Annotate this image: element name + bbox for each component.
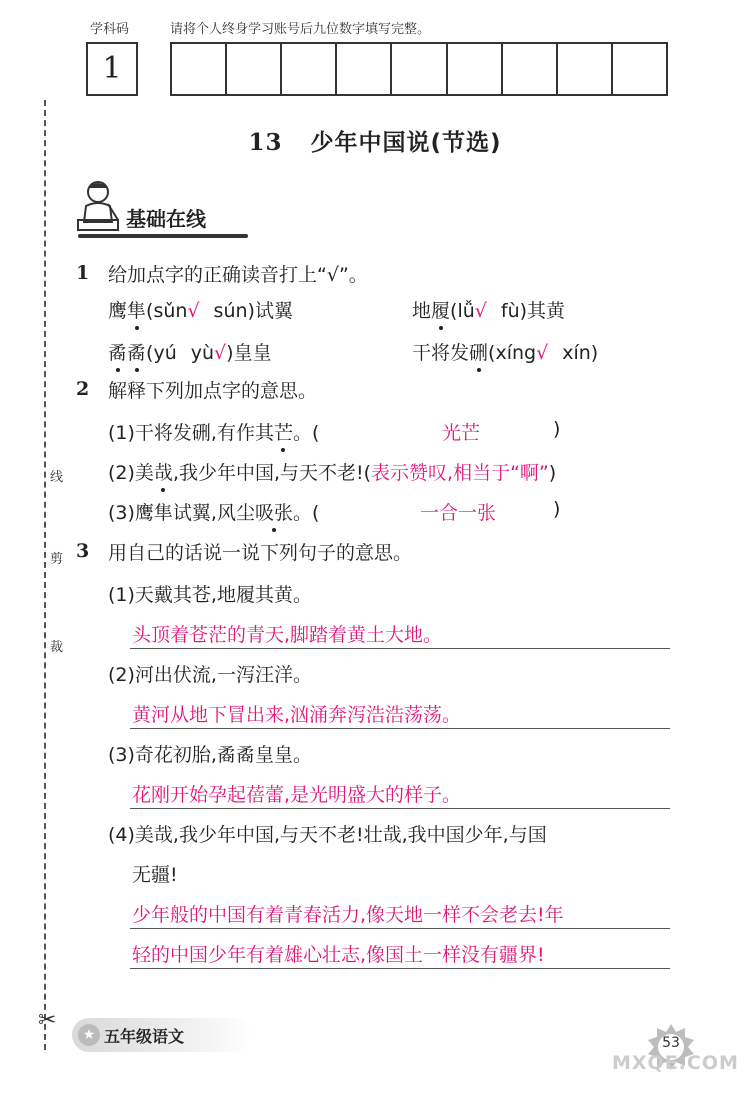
- q2-answer-3[interactable]: 一合一张: [420, 502, 497, 524]
- subject-code-label: 学科码: [90, 22, 130, 37]
- cut-dashed-line: [44, 100, 46, 1050]
- pinyin-option[interactable]: lǚ: [457, 300, 475, 322]
- pinyin-option[interactable]: xín: [562, 342, 591, 364]
- q1-text: 干将发: [412, 342, 470, 364]
- q3-sentence-4-line2: 无疆!: [132, 864, 178, 886]
- cut-char-xian: 线: [50, 470, 64, 485]
- tick-mark: √: [187, 300, 200, 322]
- answer-line: [130, 728, 670, 729]
- tick-mark: √: [536, 342, 549, 364]
- q2-text: 。(: [292, 422, 320, 444]
- dotted-char: 硎: [469, 342, 489, 364]
- q2-text: (2)美: [108, 462, 154, 484]
- paren-close: ): [553, 418, 561, 440]
- q1-item-a2: [412, 296, 565, 323]
- section-title: 基础在线: [126, 207, 206, 231]
- scissors-icon: ✂: [38, 1008, 57, 1033]
- paren-close: ): [553, 498, 561, 520]
- q2-text: (1)干将发硎,有作其: [108, 422, 274, 444]
- dotted-char: 矞: [127, 342, 147, 364]
- tick-mark: √: [214, 342, 227, 364]
- q3-sentence-4-line1: (4)美哉,我少年中国,与天不老!壮哉,我中国少年,与国: [108, 824, 547, 846]
- q1-text: 试翼: [254, 300, 293, 322]
- q1-text: 皇皇: [233, 342, 272, 364]
- q3-sentence-3: (3)奇花初胎,矞矞皇皇。: [108, 744, 312, 766]
- answer-line: [130, 968, 670, 969]
- paren: (: [146, 300, 154, 322]
- lesson-title: [0, 124, 750, 157]
- cut-char-jian: 剪: [50, 552, 64, 567]
- digit-cell[interactable]: [558, 44, 613, 94]
- dotted-char: 履: [431, 300, 451, 322]
- q1-text: 地: [412, 300, 432, 322]
- q1-prompt: [108, 260, 368, 287]
- answer-line: [130, 808, 670, 809]
- dotted-char: 矞: [108, 342, 128, 364]
- q1-item-b2: [412, 338, 598, 365]
- q1-prompt-post: ”。: [338, 264, 368, 286]
- account-digit-grid[interactable]: [170, 42, 668, 96]
- q3-number: 3: [76, 540, 90, 562]
- q3-answer-3[interactable]: 花刚开始孕起蓓蕾,是光明盛大的样子。: [132, 784, 462, 806]
- cut-char-cai: 裁: [50, 640, 64, 655]
- answer-line: [130, 648, 670, 649]
- q3-answer-1[interactable]: 头顶着苍茫的青天,脚踏着黄土大地。: [132, 624, 443, 646]
- page-number: 53: [662, 1035, 680, 1051]
- star-icon: ★: [78, 1024, 100, 1046]
- account-instruction: 请将个人终身学习账号后九位数字填写完整。: [170, 22, 431, 37]
- q1-number: 1: [76, 262, 90, 284]
- q2-number: 2: [76, 378, 90, 400]
- q3-sentence-1: (1)天戴其苍,地履其黄。: [108, 584, 312, 606]
- tick-mark: √: [474, 300, 487, 322]
- dotted-char: 哉: [153, 462, 173, 484]
- check-mark: √: [326, 264, 339, 286]
- pinyin-option[interactable]: yú: [153, 342, 177, 364]
- q2-item-1: [108, 418, 568, 445]
- q2-item-2: [108, 458, 556, 485]
- digit-cell[interactable]: [613, 44, 666, 94]
- q1-item-a1: [108, 296, 293, 323]
- paren: (: [450, 300, 458, 322]
- pinyin-option[interactable]: yù: [190, 342, 215, 364]
- paren: ): [519, 300, 528, 322]
- paren: ): [247, 300, 255, 322]
- q2-prompt: 解释下列加点字的意思。: [108, 380, 318, 402]
- digit-cell[interactable]: [503, 44, 558, 94]
- section-underline: [78, 234, 248, 238]
- lesson-number: 13: [248, 129, 283, 156]
- dotted-char: 吸张: [254, 502, 293, 524]
- q1-text: 其黄: [527, 300, 566, 322]
- q3-answer-2[interactable]: 黄河从地下冒出来,汹涌奔泻浩浩荡荡。: [132, 704, 462, 726]
- paren: ): [226, 342, 234, 364]
- digit-cell[interactable]: [448, 44, 503, 94]
- q1-text: 鹰: [108, 300, 128, 322]
- q2-item-3: [108, 498, 319, 525]
- q1-item-b1: [108, 338, 272, 365]
- paren: (: [488, 342, 496, 364]
- digit-cell[interactable]: [227, 44, 282, 94]
- paren: ): [590, 342, 599, 364]
- pinyin-option[interactable]: fù: [500, 300, 520, 322]
- q2-text: ,我少年中国,与天不老!(: [172, 462, 372, 484]
- q2-answer-1[interactable]: 光芒: [442, 422, 481, 444]
- footer-grade-label: 五年级语文: [104, 1027, 185, 1046]
- q2-text: (3)鹰隼试翼,风尘: [108, 502, 255, 524]
- subject-code-box: 1: [86, 42, 138, 96]
- pinyin-option[interactable]: sǔn: [153, 300, 188, 322]
- digit-cell[interactable]: [392, 44, 447, 94]
- q2-text: 。(: [292, 502, 320, 524]
- pinyin-option[interactable]: sún: [213, 300, 248, 322]
- pinyin-option[interactable]: xíng: [495, 342, 537, 364]
- q1-prompt-pre: 给加点字的正确读音打上“: [108, 264, 327, 286]
- answer-line: [130, 928, 670, 929]
- q3-sentence-2: (2)河出伏流,一泻汪洋。: [108, 664, 312, 686]
- q2-answer-2[interactable]: 表示赞叹,相当于“啊”: [371, 462, 549, 484]
- q3-prompt: 用自己的话说一说下列句子的意思。: [108, 542, 413, 564]
- digit-cell[interactable]: [282, 44, 337, 94]
- digit-cell[interactable]: [337, 44, 392, 94]
- paren: (: [146, 342, 154, 364]
- site-watermark: MXQE.COM: [612, 1052, 739, 1074]
- paren-close: ): [548, 462, 557, 484]
- digit-cell[interactable]: [172, 44, 227, 94]
- dotted-char: 隼: [127, 300, 147, 322]
- student-writing-icon: [72, 176, 124, 236]
- q3-answer-4-line1[interactable]: 少年般的中国有着青春活力,像天地一样不会老去!年: [132, 904, 564, 926]
- dotted-char: 芒: [273, 422, 293, 444]
- q3-answer-4-line2[interactable]: 轻的中国少年有着雄心壮志,像国土一样没有疆界!: [132, 944, 545, 966]
- lesson-title-text: 少年中国说(节选): [310, 130, 502, 156]
